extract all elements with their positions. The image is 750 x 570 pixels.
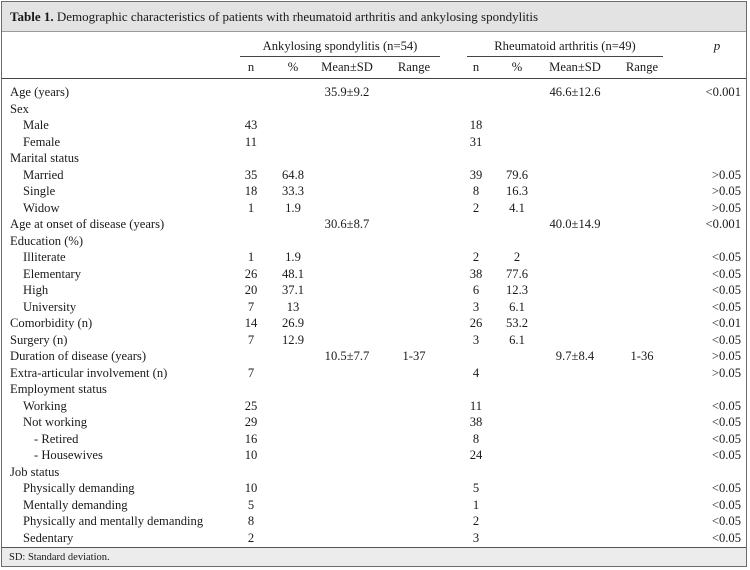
table-cell: 1.9 [285,250,301,264]
table-cell: 3 [472,530,480,545]
table-cell: 33.3 [281,184,305,198]
table-cell: 39 [469,167,483,182]
table-title: Demographic characteristics of patients with rheumatoid arthritis and ankylosing spondylitis [53,9,539,24]
row-label: - Housewives [34,448,103,462]
table-cell: 12.9 [281,332,305,347]
table-cell: 10.5±7.7 [324,349,370,363]
p-value-cell: <0.05 [711,448,741,462]
table-cell: 5 [472,481,480,495]
table-cell: 1 [247,250,255,264]
row-label: Sedentary [23,530,74,545]
table-cell: 7 [247,299,255,314]
p-value-cell: >0.05 [711,349,741,363]
group-underline-ra [467,56,663,57]
p-value-cell: <0.05 [711,398,741,413]
table-cell: 1-37 [402,349,426,363]
table-cell: 26 [469,316,483,330]
row-label: Education (%) [10,233,84,248]
column-header: Mean±SD [321,60,373,74]
table-cell: 24 [469,448,483,462]
table-cell: 9.7±8.4 [555,349,595,363]
p-value-cell: <0.05 [711,497,741,512]
p-value-cell: <0.05 [711,283,741,297]
table-cell: 1.9 [285,200,301,215]
table-cell: 25 [244,398,258,413]
table-cell: 29 [244,415,258,429]
row-label: Working [23,398,67,413]
table-cell: 79.6 [505,167,529,182]
table-cell: 37.1 [281,283,305,297]
table-cell: 1 [247,200,255,215]
table-cell: 14 [244,316,258,330]
column-header: Mean±SD [549,60,601,74]
header-rule [2,78,746,79]
table-cell: 1-36 [630,349,654,363]
row-label: Widow [23,200,60,215]
table-cell: 8 [472,431,480,446]
row-label: Mentally demanding [23,497,128,512]
table-cell: 10 [244,448,258,462]
table-cell: 2 [472,250,480,264]
table-cell: 46.6±12.6 [549,85,601,99]
p-value-cell: <0.001 [705,85,741,99]
p-value-cell: <0.05 [711,415,741,429]
row-label: Elementary [23,266,82,281]
table-cell: 43 [244,118,258,132]
row-label: Employment status [10,382,107,396]
column-header: Range [625,60,659,74]
table-cell: 8 [247,514,255,528]
p-value-cell: >0.05 [711,365,741,380]
row-label: High [23,283,49,297]
table-cell: 3 [472,299,480,314]
table-cell: 4.1 [509,200,525,215]
row-label: Married [23,167,64,182]
table-cell: 26.9 [281,316,305,330]
table-cell: 26 [244,266,258,281]
p-value-cell: <0.05 [711,431,741,446]
table-cell: 38 [469,266,483,281]
p-value-cell: >0.05 [711,167,741,182]
row-label: Not working [23,415,88,429]
group-header-ra: Rheumatoid arthritis (n=49) [494,39,636,53]
row-label: Female [23,134,61,149]
row-label: Age at onset of disease (years) [10,217,165,231]
table-cell: 13 [286,299,300,314]
table-number: Table 1. [10,9,54,24]
p-value-cell: <0.01 [711,316,741,330]
p-value-header: p [713,38,721,53]
p-value-cell: <0.05 [711,332,741,347]
row-label: Illiterate [23,250,66,264]
row-label: Job status [10,464,60,479]
table-cell: 2 [472,514,480,528]
column-header: Range [397,60,431,74]
table-cell: 3 [472,332,480,347]
table-cell: 64.8 [281,167,305,182]
p-value-cell: <0.05 [711,530,741,545]
group-underline-as [240,56,440,57]
table-cell: 38 [469,415,483,429]
table-cell: 11 [244,134,258,149]
p-value-cell: >0.05 [711,200,741,215]
table-cell: 7 [247,332,255,347]
table-cell: 6 [472,283,480,297]
table-cell: 77.6 [505,266,529,281]
p-value-cell: <0.05 [711,299,741,314]
table-cell: 53.2 [505,316,529,330]
table-cell: 6.1 [509,332,525,347]
row-label: Extra-articular involvement (n) [10,365,168,380]
table-cell: 16 [244,431,258,446]
table-cell: 1 [472,497,480,512]
row-label: Sex [10,101,29,116]
table-cell: 11 [469,398,483,413]
table-footnote: SD: Standard deviation. [2,547,746,566]
row-label: Surgery (n) [10,332,68,347]
table-cell: 20 [244,283,258,297]
column-header: n [247,60,255,74]
table-cell: 6.1 [509,299,525,314]
table-cell: 18 [469,118,483,132]
row-label: Physically and mentally demanding [23,514,204,528]
row-label: Age (years) [10,85,70,99]
table-cell: 40.0±14.9 [549,217,601,231]
group-header-as: Ankylosing spondylitis (n=54) [262,39,418,53]
table-cell: 16.3 [505,184,529,198]
p-value-cell: <0.05 [711,514,741,528]
p-value-cell: <0.05 [711,266,741,281]
table-cell: 7 [247,365,255,380]
table-cell: 10 [244,481,258,495]
table-cell: 2 [247,530,255,545]
table-cell: 8 [472,184,480,198]
row-label: - Retired [34,431,79,446]
row-label: University [23,299,77,314]
table-cell: 2 [472,200,480,215]
row-label: Comorbidity (n) [10,316,93,330]
row-label: Duration of disease (years) [10,349,147,363]
p-value-cell: <0.05 [711,250,741,264]
p-value-cell: <0.05 [711,481,741,495]
column-header: % [511,60,523,74]
table-cell: 4 [472,365,480,380]
table-caption [2,2,746,32]
table-cell: 5 [247,497,255,512]
table-cell: 12.3 [505,283,529,297]
table-cell: 2 [513,250,521,264]
column-header: n [472,60,480,74]
row-label: Single [23,184,56,198]
column-header: % [287,60,299,74]
row-label: Physically demanding [23,481,135,495]
p-value-cell: <0.001 [705,217,741,231]
p-value-cell: >0.05 [711,184,741,198]
table-cell: 48.1 [281,266,305,281]
row-label: Male [23,118,49,132]
table-cell: 31 [469,134,483,149]
table-cell: 30.6±8.7 [324,217,370,231]
table-cell: 18 [244,184,258,198]
table-cell: 35 [244,167,258,182]
row-label: Marital status [10,151,79,165]
table-cell: 35.9±9.2 [324,85,370,99]
table-frame [1,1,747,567]
